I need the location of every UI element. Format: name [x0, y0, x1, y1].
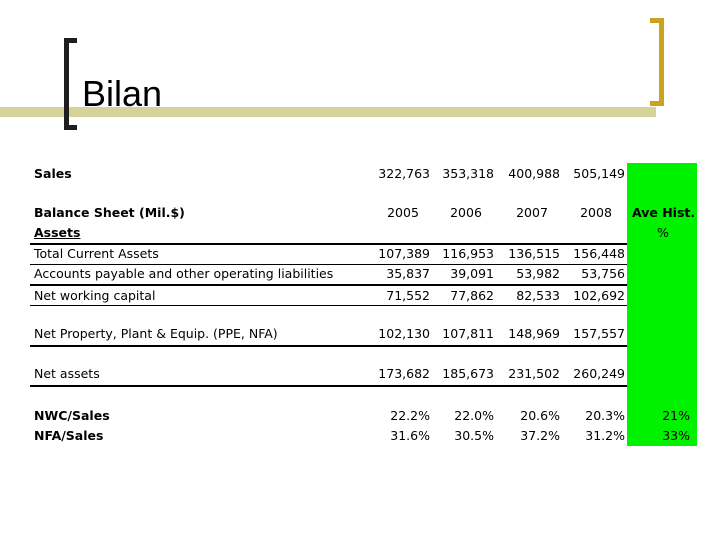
- table-cell: 156,448: [573, 246, 625, 261]
- ratio-value: 22.0%: [454, 408, 494, 423]
- table-cell: 107,389: [378, 246, 430, 261]
- table-row-label: Net Property, Plant & Equip. (PPE, NFA): [34, 326, 278, 341]
- ratio-value: 30.5%: [454, 428, 494, 443]
- table-cell: 71,552: [386, 288, 430, 303]
- table-cell: 148,969: [508, 326, 560, 341]
- year-header: 2008: [580, 205, 612, 220]
- table-cell: 102,130: [378, 326, 430, 341]
- year-header: 2005: [387, 205, 419, 220]
- table-row-label: Net assets: [34, 366, 100, 381]
- ratio-value: 20.6%: [520, 408, 560, 423]
- sales-value: 353,318: [442, 166, 494, 181]
- table-cell: 185,673: [442, 366, 494, 381]
- sales-value: 505,149: [573, 166, 625, 181]
- divider-line: [30, 284, 627, 286]
- table-cell: 116,953: [442, 246, 494, 261]
- table-row-label: Accounts payable and other operating liabilities: [34, 266, 334, 281]
- table-row-label: Total Current Assets: [34, 246, 159, 261]
- table-cell: 231,502: [508, 366, 560, 381]
- ratio-label: NWC/Sales: [34, 408, 110, 423]
- table-cell: 107,811: [442, 326, 494, 341]
- table-cell: 102,692: [573, 288, 625, 303]
- table-cell: 53,756: [581, 266, 625, 281]
- sales-value: 322,763: [378, 166, 430, 181]
- ratio-value: 37.2%: [520, 428, 560, 443]
- ave-hist-percent: %: [657, 225, 669, 240]
- year-header: 2006: [450, 205, 482, 220]
- table-row-label: Net working capital: [34, 288, 156, 303]
- ratio-average: 21%: [662, 408, 690, 423]
- divider-line: [30, 243, 627, 245]
- ratio-value: 31.2%: [585, 428, 625, 443]
- ratio-average: 33%: [662, 428, 690, 443]
- table-cell: 77,862: [450, 288, 494, 303]
- year-header: 2007: [516, 205, 548, 220]
- ratio-value: 22.2%: [390, 408, 430, 423]
- table-cell: 82,533: [516, 288, 560, 303]
- divider-line: [30, 345, 627, 347]
- table-cell: 35,837: [386, 266, 430, 281]
- divider-line: [30, 264, 627, 265]
- balance-sheet-title: Balance Sheet (Mil.$): [34, 205, 185, 220]
- divider-line: [30, 305, 627, 306]
- ratio-value: 20.3%: [585, 408, 625, 423]
- table-cell: 157,557: [573, 326, 625, 341]
- divider-line: [30, 385, 627, 387]
- sales-value: 400,988: [508, 166, 560, 181]
- sales-label: Sales: [34, 166, 72, 181]
- table-cell: 39,091: [450, 266, 494, 281]
- assets-heading: Assets: [34, 225, 81, 240]
- ratio-label: NFA/Sales: [34, 428, 104, 443]
- table-cell: 136,515: [508, 246, 560, 261]
- table-cell: 53,982: [516, 266, 560, 281]
- slide-title: Bilan: [82, 73, 163, 114]
- ratio-value: 31.6%: [390, 428, 430, 443]
- table-cell: 173,682: [378, 366, 430, 381]
- ave-hist-header: Ave Hist.: [632, 205, 696, 220]
- table-cell: 260,249: [573, 366, 625, 381]
